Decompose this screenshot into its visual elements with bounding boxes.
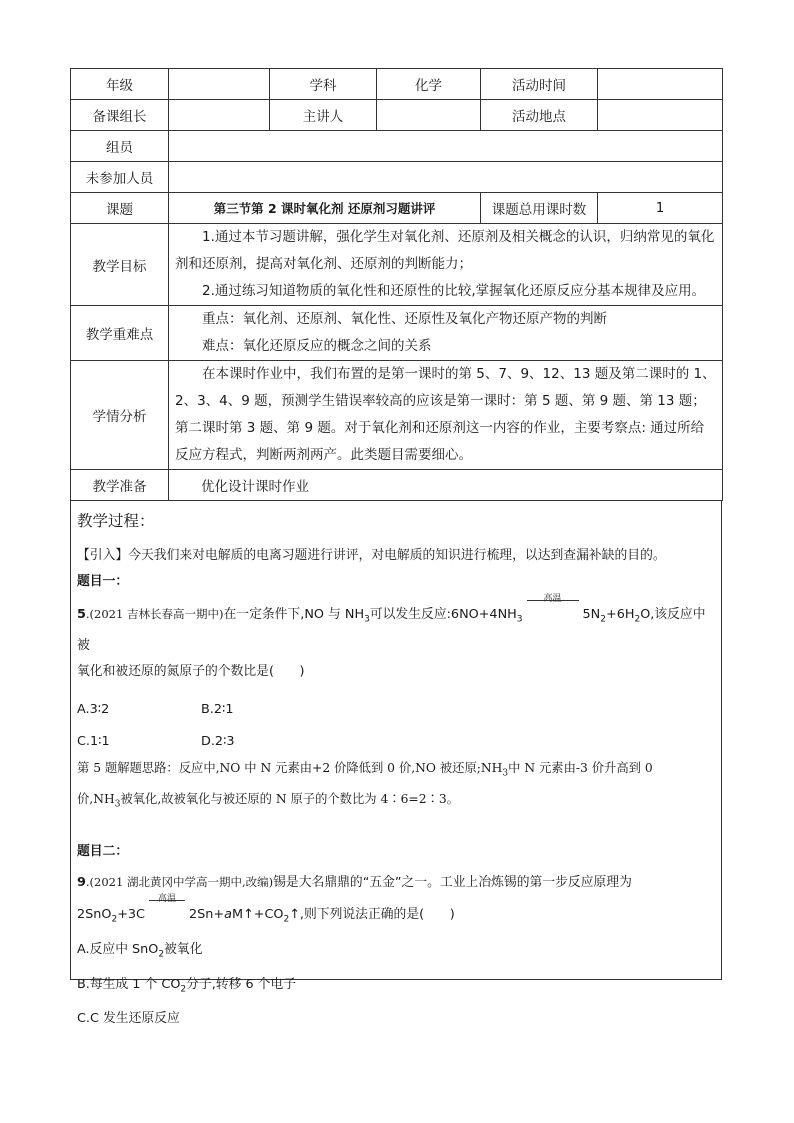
- group-leader-label: 备课组长: [71, 100, 169, 131]
- q2-opt-a-b: 被氧化: [164, 942, 203, 957]
- q2-eq-var: a: [224, 907, 232, 923]
- row-group-leader: [71, 100, 723, 131]
- intro-text: 【引入】今天我们来对电解质的电离习题进行讲评，对电解质的知识进行梳理，以达到查漏补缺的目的。: [77, 548, 666, 563]
- q2-text-a: 锡是大名鼎鼎的“五金”之一。工业上冶炼锡的第一步反应原理为: [273, 875, 632, 891]
- topic-label: 课题: [71, 193, 169, 224]
- total-hours-label: 课题总用课时数: [481, 193, 598, 224]
- question-1-options-row-1: [77, 697, 715, 723]
- row-grade: [71, 69, 723, 100]
- keypoint-item: 难点：氧化还原反应的概念之间的关系: [202, 338, 432, 354]
- location-value[interactable]: [598, 100, 723, 131]
- lesson-info-table: [70, 68, 723, 501]
- subject-label: 学科: [270, 69, 377, 100]
- speaker-value[interactable]: [377, 100, 481, 131]
- row-keypoints: [71, 306, 723, 361]
- reaction-arrow: [523, 594, 583, 618]
- option-a: A.3∶2: [77, 701, 110, 717]
- teaching-process-section: [70, 501, 722, 1027]
- process-heading: 教学过程：: [77, 512, 155, 530]
- question-2-source: .(2021 湖北黄冈中学高一期中,改编): [85, 875, 274, 890]
- question-1-solution-line-1: [77, 755, 715, 786]
- q2-opt-b-b: 分子,转移 6 个电子: [186, 976, 297, 992]
- subject-value[interactable]: 化学: [377, 69, 481, 100]
- row-goals: [71, 224, 723, 306]
- question-1-solution-line-2: [77, 786, 715, 817]
- analysis-label: 学情分析: [71, 361, 169, 470]
- row-analysis: [71, 361, 723, 470]
- row-members: [71, 131, 723, 162]
- q1-sol-2a: 价,NH: [77, 792, 115, 806]
- reaction-bar: [149, 900, 185, 901]
- q1-sol-sub-2: 3: [114, 799, 121, 810]
- q1-sol-sub: 3: [502, 768, 509, 778]
- row-prep: [71, 470, 723, 501]
- reaction-bar: [527, 600, 579, 601]
- speaker-label: 主讲人: [270, 100, 377, 131]
- keypoints-label: 教学重难点: [71, 306, 169, 361]
- goal-item: 1.通过本节习题讲解，强化学生对氧化剂、还原剂及相关概念的认识，归纳常见的氧化剂和还原剂，提高对氧化剂、还原剂的判断能力；: [175, 229, 715, 272]
- members-value[interactable]: [169, 131, 723, 162]
- goals-content: [169, 224, 723, 306]
- question-2-title: 题目二：: [77, 844, 129, 860]
- q2-eq-d: M↑+CO: [231, 907, 284, 923]
- question-1-line-1: [77, 594, 715, 659]
- option-c: C.1∶1: [77, 733, 110, 749]
- q1-sol-1: 第 5 题解题思路：反应中,NO 中 N 元素由+2 价降低到 0 价,NO 被还原;NH: [77, 760, 503, 775]
- spacer: [77, 817, 715, 839]
- q1-text-c: 5N: [582, 607, 601, 622]
- q1-text-d: +6H: [605, 607, 635, 622]
- keypoint-item: 重点：氧化剂、还原剂、氧化性、还原性及氧化产物还原产物的判断: [202, 311, 607, 327]
- members-label: 组员: [71, 131, 169, 162]
- q2-eq-a: 2SnO: [77, 907, 112, 923]
- row-absent: [71, 162, 723, 193]
- q1-sub-a: 3: [364, 614, 370, 625]
- q2-opt-b-a: B.每生成 1 个 CO: [77, 976, 181, 992]
- reaction-arrow: [145, 894, 189, 918]
- question-1-options-row-2: [77, 729, 715, 755]
- q1-text-a: 在一定条件下,NO 与 NH: [223, 607, 365, 622]
- q2-sub-a: 2: [111, 915, 118, 925]
- topic-value: 第三节第 2 课时氧化剂 还原剂习题讲评: [169, 193, 481, 224]
- lesson-plan-document: [70, 68, 722, 1027]
- analysis-text: 在本课时作业中，我们布置的是第一课时的第 5、7、9、12、13 题及第二课时的 1、2、3、4、9 题，预测学生错误率较高的应该是第一课时：第 5 题、第 9 题、第 13 题；第二课时第 3 题、第 9 题。对于氧化剂和还原剂这一内容的作业，主要考察点: 通过所给反应方程式，判断两剂两产。此类题目需要细心。: [175, 366, 716, 463]
- q2-opt-a-sub: 2: [158, 949, 165, 960]
- spacer: [77, 685, 715, 697]
- q2-sub-b: 2: [283, 915, 290, 925]
- activity-time-label: 活动时间: [481, 69, 598, 100]
- q2-opt-a-a: A.反应中 SnO: [77, 942, 159, 957]
- q1-text-e: O,该反应中被: [77, 607, 706, 653]
- q2-eq-b: +3C: [117, 907, 145, 923]
- q1-sol-2b: 被氧化,故被氧化与被还原的 N 原子的个数比为 4∶6=2∶3。: [120, 792, 459, 806]
- goals-label: 教学目标: [71, 224, 169, 306]
- question-2-option-b: [77, 972, 715, 1003]
- prep-content: [169, 470, 723, 501]
- reaction-condition: 高温: [543, 594, 562, 604]
- location-label: 活动地点: [481, 100, 598, 131]
- group-leader-value[interactable]: [169, 100, 270, 131]
- q1-sub-d: 2: [634, 614, 641, 625]
- question-1-number: 5: [77, 607, 86, 622]
- keypoints-content: [169, 306, 723, 361]
- analysis-content: [169, 361, 723, 470]
- question-1-title: 题目一：: [77, 574, 129, 589]
- reaction-condition: 高温: [157, 894, 176, 905]
- option-b: B.2∶1: [201, 701, 234, 717]
- activity-time-value[interactable]: [598, 69, 723, 100]
- grade-label: 年级: [71, 69, 169, 100]
- goal-item: 2.通过练习知道物质的氧化性和还原性的比较,掌握氧化还原反应分基本规律及应用。: [202, 283, 706, 299]
- q1-text-b: 可以发生反应:6NO+4NH: [369, 607, 517, 622]
- q2-opt-b-sub: 2: [180, 984, 187, 995]
- q1-sub-b: 3: [516, 614, 523, 625]
- question-2-option-a: [77, 937, 715, 968]
- q1-sol-1b: 中 N 元素由-3 价升高到 0: [508, 760, 653, 775]
- total-hours-value: 1: [598, 193, 723, 224]
- q2-eq-e: ↑,则下列说法正确的是( ): [289, 907, 455, 923]
- absent-label: 未参加人员: [71, 162, 169, 193]
- question-1-line-2: 氧化和被还原的氮原子的个数比是( ): [77, 663, 305, 679]
- q2-eq-c: 2Sn+: [189, 907, 225, 923]
- row-topic: [71, 193, 723, 224]
- prep-value: 优化设计课时作业: [201, 479, 309, 495]
- question-2-equation: [77, 894, 715, 933]
- question-2-option-c: C.C 发生还原反应: [77, 1011, 180, 1027]
- question-1-source: .(2021 吉林长春高一期中): [85, 607, 224, 621]
- question-2-number: 9: [77, 875, 86, 891]
- q1-sub-c: 2: [600, 614, 606, 625]
- grade-value[interactable]: [169, 69, 270, 100]
- option-d: D.2∶3: [201, 733, 235, 749]
- absent-value[interactable]: [169, 162, 723, 193]
- prep-label: 教学准备: [71, 470, 169, 501]
